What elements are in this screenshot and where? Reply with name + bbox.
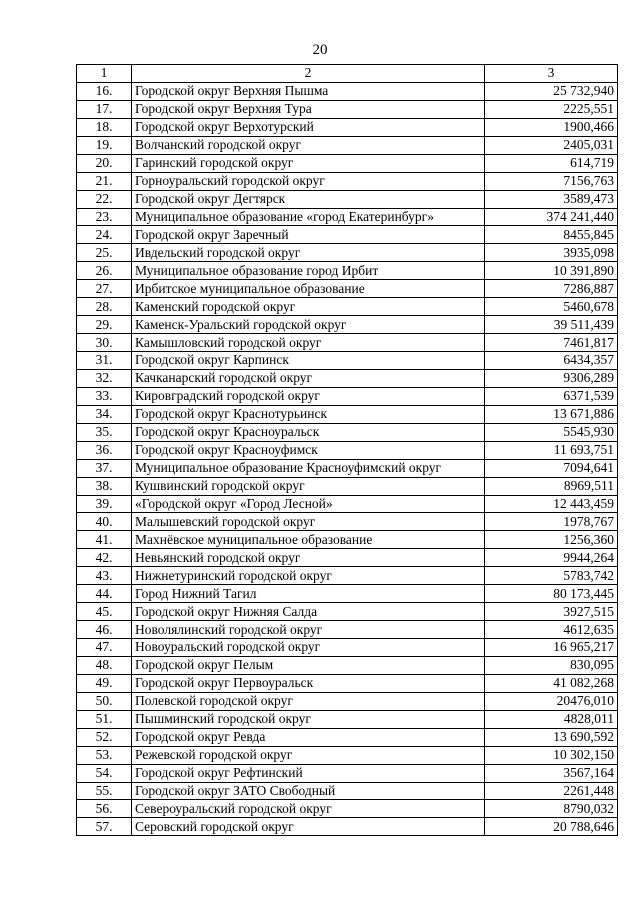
table-row [77, 639, 618, 657]
row-number-cell: 28. [77, 298, 132, 316]
row-value-cell: 9306,289 [485, 369, 618, 387]
row-number-cell: 33. [77, 387, 132, 405]
row-number-cell: 34. [77, 405, 132, 423]
table-row [77, 334, 618, 352]
page-number: 20 [312, 42, 328, 58]
row-name-cell: Волчанский городской округ [132, 136, 485, 154]
row-number-cell: 52. [77, 728, 132, 746]
table-row [77, 800, 618, 818]
row-number-cell: 42. [77, 549, 132, 567]
table-row [77, 782, 618, 800]
row-name-cell: «Городской округ «Город Лесной» [132, 495, 485, 513]
row-value-cell: 7156,763 [485, 172, 618, 190]
table-row [77, 369, 618, 387]
row-name-cell: Каменск-Уральский городской округ [132, 316, 485, 334]
row-name-cell: Городской округ Краснотурьинск [132, 405, 485, 423]
row-name-cell: Городской округ Красноуральск [132, 423, 485, 441]
table-row [77, 459, 618, 477]
row-number-cell: 31. [77, 352, 132, 370]
row-value-cell: 41 082,268 [485, 674, 618, 692]
row-name-cell: Городской округ Ревда [132, 728, 485, 746]
table-header-row [77, 65, 618, 83]
row-name-cell: Городской округ Заречный [132, 226, 485, 244]
row-name-cell: Муниципальное образование город Ирбит [132, 262, 485, 280]
table-row [77, 244, 618, 262]
row-name-cell: Городской округ Карпинск [132, 352, 485, 370]
row-number-cell: 29. [77, 316, 132, 334]
row-value-cell: 614,719 [485, 154, 618, 172]
row-number-cell: 36. [77, 441, 132, 459]
row-name-cell: Ирбитское муниципальное образование [132, 280, 485, 298]
row-value-cell: 374 241,440 [485, 208, 618, 226]
row-value-cell: 3935,098 [485, 244, 618, 262]
row-value-cell: 1900,466 [485, 118, 618, 136]
row-name-cell: Махнёвское муниципальное образование [132, 531, 485, 549]
row-name-cell: Камышловский городской округ [132, 334, 485, 352]
data-table [76, 64, 618, 836]
row-number-cell: 47. [77, 639, 132, 657]
row-value-cell: 4612,635 [485, 621, 618, 639]
row-value-cell: 7461,817 [485, 334, 618, 352]
row-value-cell: 830,095 [485, 656, 618, 674]
table-row [77, 603, 618, 621]
row-number-cell: 37. [77, 459, 132, 477]
row-number-cell: 23. [77, 208, 132, 226]
row-number-cell: 53. [77, 746, 132, 764]
row-value-cell: 4828,011 [485, 710, 618, 728]
row-value-cell: 11 693,751 [485, 441, 618, 459]
row-number-cell: 48. [77, 656, 132, 674]
row-number-cell: 26. [77, 262, 132, 280]
table-row [77, 549, 618, 567]
row-name-cell: Городской округ ЗАТО Свободный [132, 782, 485, 800]
row-name-cell: Городской округ Верхняя Тура [132, 100, 485, 118]
row-name-cell: Городской округ Верхотурский [132, 118, 485, 136]
table-row [77, 441, 618, 459]
table-row [77, 190, 618, 208]
table-row [77, 387, 618, 405]
row-name-cell: Серовский городской округ [132, 818, 485, 836]
row-name-cell: Каменский городской округ [132, 298, 485, 316]
table-row [77, 172, 618, 190]
row-name-cell: Новоуральский городской округ [132, 639, 485, 657]
row-number-cell: 18. [77, 118, 132, 136]
table-row [77, 226, 618, 244]
table-row [77, 262, 618, 280]
row-number-cell: 41. [77, 531, 132, 549]
row-value-cell: 8969,511 [485, 477, 618, 495]
row-value-cell: 25 732,940 [485, 82, 618, 100]
table-row [77, 495, 618, 513]
row-number-cell: 30. [77, 334, 132, 352]
row-value-cell: 1978,767 [485, 513, 618, 531]
row-name-cell: Кушвинский городской округ [132, 477, 485, 495]
table-row [77, 674, 618, 692]
row-name-cell: Ивдельский городской округ [132, 244, 485, 262]
row-number-cell: 24. [77, 226, 132, 244]
row-name-cell: Городской округ Первоуральск [132, 674, 485, 692]
row-value-cell: 6371,539 [485, 387, 618, 405]
row-name-cell: Кировградский городской округ [132, 387, 485, 405]
row-name-cell: Новолялинский городской округ [132, 621, 485, 639]
row-value-cell: 10 302,150 [485, 746, 618, 764]
row-name-cell: Гаринский городской округ [132, 154, 485, 172]
row-value-cell: 5545,930 [485, 423, 618, 441]
table-row [77, 656, 618, 674]
row-name-cell: Малышевский городской округ [132, 513, 485, 531]
row-value-cell: 5460,678 [485, 298, 618, 316]
row-value-cell: 7094,641 [485, 459, 618, 477]
row-name-cell: Городской округ Красноуфимск [132, 441, 485, 459]
row-value-cell: 13 671,886 [485, 405, 618, 423]
row-name-cell: Полевской городской округ [132, 692, 485, 710]
row-number-cell: 50. [77, 692, 132, 710]
table-row [77, 118, 618, 136]
table-body [77, 65, 618, 836]
table-row [77, 746, 618, 764]
row-name-cell: Невьянский городской округ [132, 549, 485, 567]
row-value-cell: 8790,032 [485, 800, 618, 818]
table-row [77, 298, 618, 316]
table-row [77, 82, 618, 100]
row-value-cell: 10 391,890 [485, 262, 618, 280]
row-number-cell: 35. [77, 423, 132, 441]
table-row [77, 100, 618, 118]
row-number-cell: 46. [77, 621, 132, 639]
row-name-cell: Горноуральский городской округ [132, 172, 485, 190]
table-row [77, 423, 618, 441]
row-value-cell: 13 690,592 [485, 728, 618, 746]
row-name-cell: Муниципальное образование «город Екатеринбург» [132, 208, 485, 226]
row-value-cell: 6434,357 [485, 352, 618, 370]
row-name-cell: Городской округ Дегтярск [132, 190, 485, 208]
row-number-cell: 43. [77, 567, 132, 585]
row-name-cell: Городской округ Верхняя Пышма [132, 82, 485, 100]
row-name-cell: Городской округ Пелым [132, 656, 485, 674]
row-number-cell: 44. [77, 585, 132, 603]
row-value-cell: 20476,010 [485, 692, 618, 710]
row-number-cell: 32. [77, 369, 132, 387]
table-row [77, 154, 618, 172]
row-value-cell: 20 788,646 [485, 818, 618, 836]
row-number-cell: 22. [77, 190, 132, 208]
row-value-cell: 2405,031 [485, 136, 618, 154]
row-value-cell: 1256,360 [485, 531, 618, 549]
column-header-number: 1 [77, 65, 132, 83]
row-name-cell: Город Нижний Тагил [132, 585, 485, 603]
column-header-value: 3 [485, 65, 618, 83]
table-row [77, 710, 618, 728]
table-row [77, 818, 618, 836]
row-number-cell: 16. [77, 82, 132, 100]
row-number-cell: 57. [77, 818, 132, 836]
row-value-cell: 12 443,459 [485, 495, 618, 513]
table-row [77, 280, 618, 298]
row-number-cell: 45. [77, 603, 132, 621]
row-value-cell: 3589,473 [485, 190, 618, 208]
row-number-cell: 25. [77, 244, 132, 262]
row-name-cell: Режевской городской округ [132, 746, 485, 764]
row-number-cell: 54. [77, 764, 132, 782]
row-value-cell: 39 511,439 [485, 316, 618, 334]
row-value-cell: 7286,887 [485, 280, 618, 298]
row-value-cell: 80 173,445 [485, 585, 618, 603]
row-name-cell: Качканарский городской округ [132, 369, 485, 387]
column-header-name: 2 [132, 65, 485, 83]
row-name-cell: Нижнетуринский городской округ [132, 567, 485, 585]
row-number-cell: 56. [77, 800, 132, 818]
row-value-cell: 2261,448 [485, 782, 618, 800]
row-number-cell: 20. [77, 154, 132, 172]
table-row [77, 316, 618, 334]
row-value-cell: 5783,742 [485, 567, 618, 585]
row-value-cell: 8455,845 [485, 226, 618, 244]
row-number-cell: 19. [77, 136, 132, 154]
row-number-cell: 55. [77, 782, 132, 800]
table-row [77, 513, 618, 531]
table-row [77, 136, 618, 154]
row-value-cell: 2225,551 [485, 100, 618, 118]
row-number-cell: 27. [77, 280, 132, 298]
row-number-cell: 38. [77, 477, 132, 495]
table-row [77, 621, 618, 639]
row-number-cell: 51. [77, 710, 132, 728]
row-name-cell: Городской округ Нижняя Салда [132, 603, 485, 621]
row-number-cell: 39. [77, 495, 132, 513]
table-row [77, 764, 618, 782]
row-name-cell: Городской округ Рефтинский [132, 764, 485, 782]
table-row [77, 728, 618, 746]
row-number-cell: 40. [77, 513, 132, 531]
table-row [77, 477, 618, 495]
table-row [77, 531, 618, 549]
row-value-cell: 3567,164 [485, 764, 618, 782]
row-name-cell: Пышминский городской округ [132, 710, 485, 728]
table-row [77, 692, 618, 710]
row-number-cell: 49. [77, 674, 132, 692]
table-row [77, 567, 618, 585]
table-row [77, 585, 618, 603]
table-row [77, 405, 618, 423]
row-value-cell: 9944,264 [485, 549, 618, 567]
row-name-cell: Муниципальное образование Красноуфимский округ [132, 459, 485, 477]
row-name-cell: Североуральский городской округ [132, 800, 485, 818]
row-value-cell: 16 965,217 [485, 639, 618, 657]
table-row [77, 208, 618, 226]
row-number-cell: 21. [77, 172, 132, 190]
row-value-cell: 3927,515 [485, 603, 618, 621]
table-row [77, 352, 618, 370]
row-number-cell: 17. [77, 100, 132, 118]
